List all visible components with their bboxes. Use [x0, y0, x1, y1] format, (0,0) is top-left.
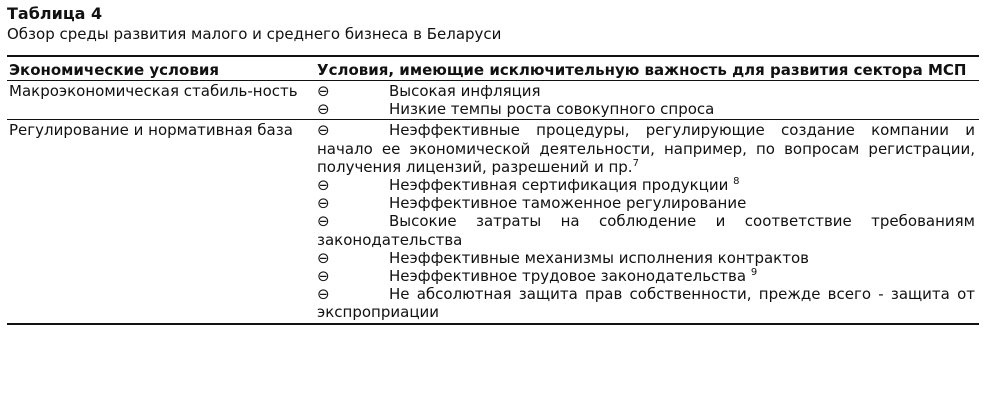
- list-item: [317, 176, 975, 194]
- list-item-text: Неэффективное трудовое законодательства: [389, 267, 747, 286]
- list-item-text: Высокие затраты на соблюдение и соответствие требованиям законодательства: [317, 212, 975, 249]
- row-items: [315, 81, 979, 120]
- list-item-text: Низкие темпы роста совокупного спроса: [389, 100, 715, 119]
- row-condition: Макроэкономическая стабиль-ность: [9, 82, 298, 100]
- header-economic-conditions: Экономические условия: [9, 61, 219, 79]
- circle-minus-icon: ⊖: [317, 267, 330, 286]
- circle-minus-icon: ⊖: [317, 248, 330, 267]
- header-key-conditions: Условия, имеющие исключительную важность для развития сектора МСП: [317, 61, 967, 79]
- list-item: [317, 285, 975, 321]
- list-item: [317, 249, 975, 267]
- table-title: Таблица 4: [7, 4, 103, 23]
- row-items: [315, 120, 979, 324]
- row-condition: Регулирование и нормативная база: [9, 121, 293, 140]
- list-item: [317, 212, 975, 248]
- circle-minus-icon: ⊖: [317, 82, 330, 100]
- list-item: [317, 121, 975, 176]
- list-item: [317, 82, 975, 100]
- list-item-text: Неэффективные процедуры, регулирующие создание компании и начало ее экономической деятельности, например, по вопросам регистрации, получения лицензий, разрешений и пр.: [317, 121, 975, 176]
- list-item: [317, 267, 975, 285]
- list-item-text: Не абсолютная защита прав собственности, прежде всего - защита от экспроприации: [317, 285, 975, 322]
- footnote-ref: 7: [632, 157, 639, 169]
- list-item-text: Неэффективные механизмы исполнения контрактов: [389, 248, 809, 267]
- list-item-text: Высокая инфляция: [389, 82, 541, 100]
- circle-minus-icon: ⊖: [317, 121, 330, 140]
- list-item-text: Неэффективная сертификация продукции: [389, 176, 729, 195]
- table-subtitle: Обзор среды развития малого и среднего бизнеса в Беларуси: [7, 25, 502, 43]
- circle-minus-icon: ⊖: [317, 194, 330, 213]
- list-item-text: Неэффективное таможенное регулирование: [389, 194, 747, 213]
- conditions-table: [7, 55, 979, 325]
- table-row: [7, 81, 979, 120]
- footnote-ref: 8: [733, 176, 740, 188]
- circle-minus-icon: ⊖: [317, 100, 330, 119]
- list-item: [317, 100, 975, 118]
- table-header-row: [7, 56, 979, 81]
- circle-minus-icon: ⊖: [317, 212, 330, 231]
- footnote-ref: 9: [750, 267, 758, 279]
- list-item: [317, 194, 975, 212]
- circle-minus-icon: ⊖: [317, 285, 330, 304]
- circle-minus-icon: ⊖: [317, 176, 330, 195]
- table-row: [7, 120, 979, 324]
